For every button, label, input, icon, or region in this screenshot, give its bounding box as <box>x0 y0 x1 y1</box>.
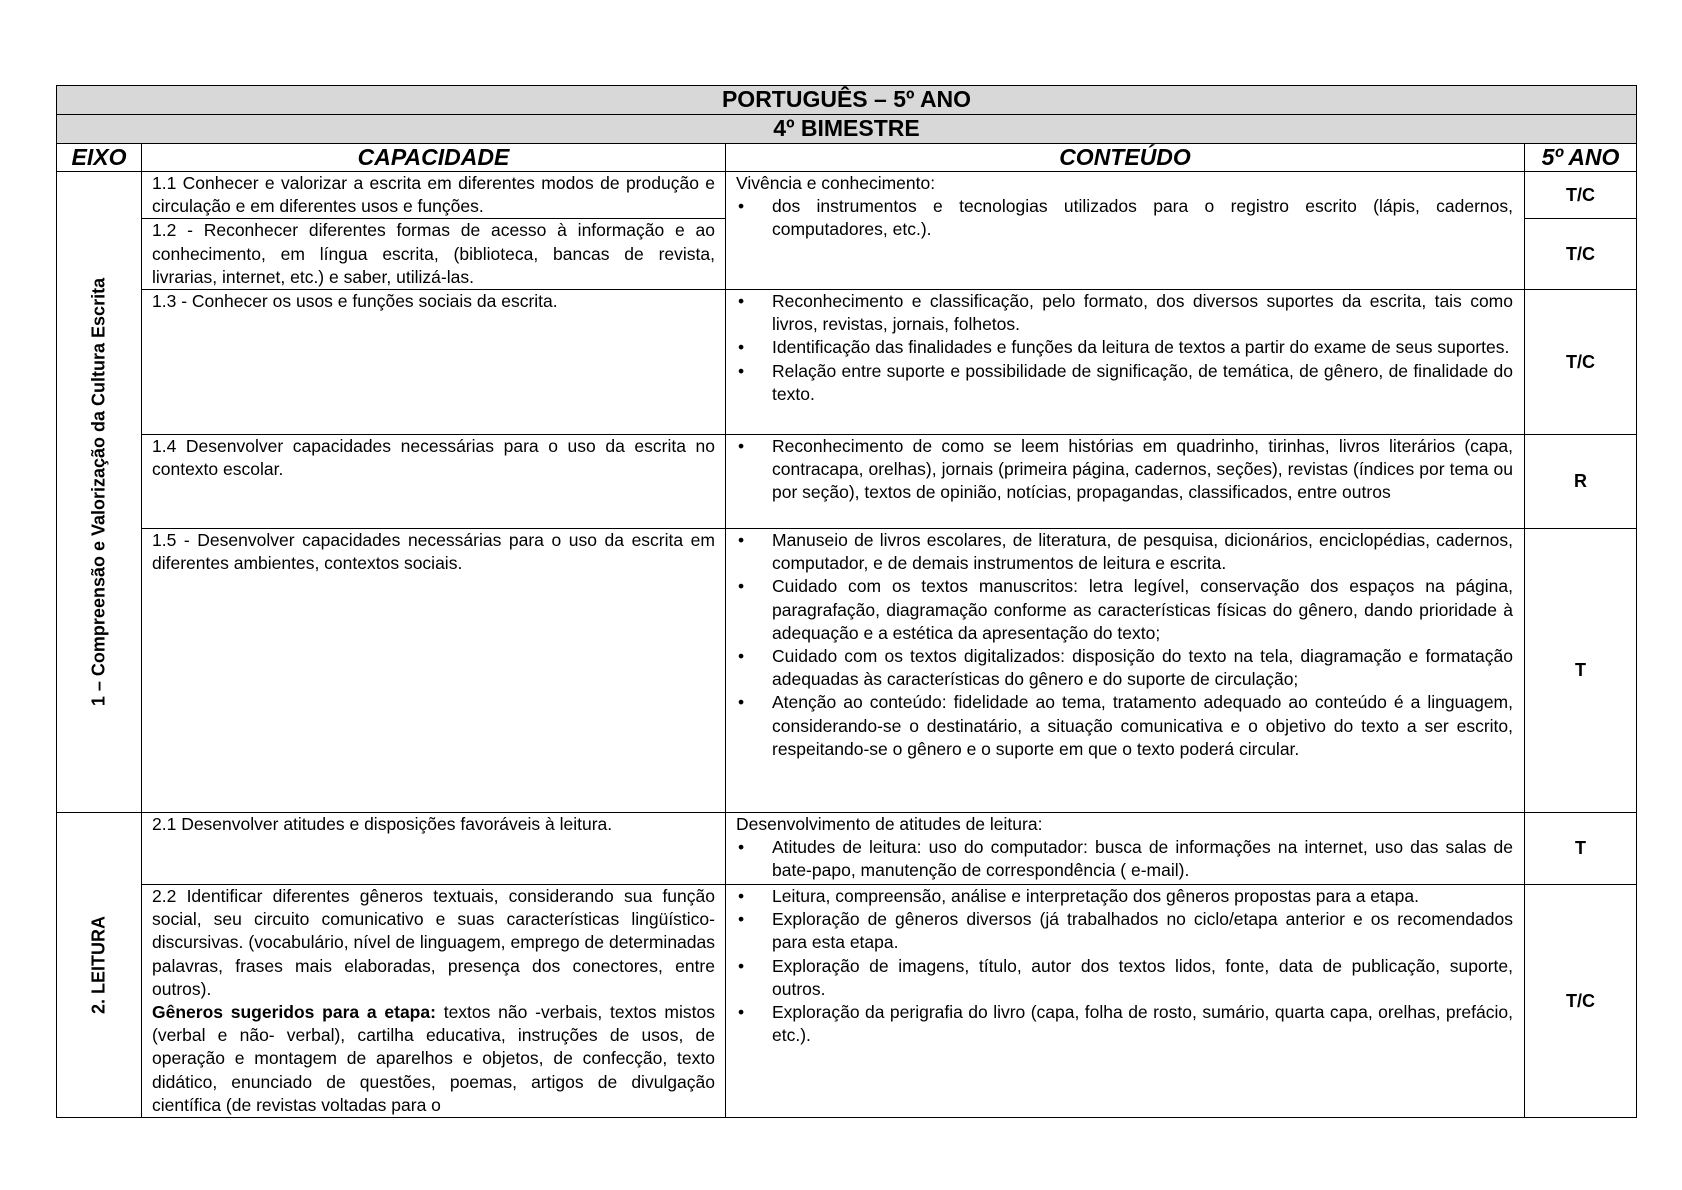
list-item: • Identificação das finalidades e funções da leitura de textos a partir do exame de seus suportes. <box>736 336 1513 359</box>
capacity-2-1: 2.1 Desenvolver atitudes e disposições favoráveis à leitura. <box>142 813 726 885</box>
content-1-4-list <box>736 435 1513 505</box>
content-1-1-intro: Vivência e conhecimento: <box>736 173 936 193</box>
capacity-1-2: 1.2 - Reconhecer diferentes formas de acesso à informação e ao conhecimento, em língua escrita, (biblioteca, bancas de revista, livrarias, internet, etc.) e saber, utilizá-las. <box>142 219 726 290</box>
grade-2-1: T <box>1525 813 1637 885</box>
content-1-1-list <box>736 195 1513 241</box>
list-item: • Reconhecimento e classificação, pelo formato, dos diversos suportes da escrita, tais como livros, revistas, jornais, folhetos. <box>736 290 1513 336</box>
list-item: • Exploração de imagens, título, autor dos textos lidos, fonte, data de publicação, suporte, outros. <box>736 955 1513 1001</box>
grade-1-5: T <box>1525 529 1637 813</box>
page-subtitle: 4º BIMESTRE <box>57 115 1637 144</box>
axis-1-label: 1 – Compreensão e Valorização da Cultura Escrita <box>88 277 109 707</box>
content-1-3 <box>726 290 1525 435</box>
capacity-1-1: 1.1 Conhecer e valorizar a escrita em diferentes modos de produção e circulação e em diferentes usos e funções. <box>142 172 726 219</box>
content-1-5-list <box>736 529 1513 761</box>
content-2-1 <box>726 813 1525 885</box>
list-item: • Cuidado com os textos digitalizados: disposição do texto na tela, diagramação e formatação adequadas às características do gênero e do suporte de circulação; <box>736 645 1513 691</box>
content-1-5 <box>726 529 1525 813</box>
capacity-1-3: 1.3 - Conhecer os usos e funções sociais da escrita. <box>142 290 726 435</box>
capacity-2-2 <box>142 885 726 1118</box>
header-eixo: EIXO <box>57 144 142 172</box>
capacity-2-2-text: 2.2 Identificar diferentes gêneros textuais, considerando sua função social, seu circuito comunicativo e suas características lingüístico-discursivas. (vocabulário, nível de linguagem, emprego de determinadas palavras, frases mais elaboradas, presença dos conectores, entre outros). <box>152 886 715 999</box>
capacity-1-4: 1.4 Desenvolver capacidades necessárias para o uso da escrita no contexto escolar. <box>142 435 726 529</box>
header-capacidade: CAPACIDADE <box>142 144 726 172</box>
list-item: • Reconhecimento de como se leem histórias em quadrinho, tirinhas, livros literários (capa, contracapa, orelhas), jornais (primeira página, cadernos, seções), revistas (índices por tema ou por seção), textos de opinião, notícias, propagandas, classificados, entre outros <box>736 435 1513 505</box>
header-conteudo: CONTEÚDO <box>726 144 1525 172</box>
axis-1-cell <box>57 172 142 813</box>
capacity-1-5: 1.5 - Desenvolver capacidades necessárias para o uso da escrita em diferentes ambientes, contextos sociais. <box>142 529 726 813</box>
list-item: • Exploração da perigrafia do livro (capa, folha de rosto, sumário, quarta capa, orelhas, prefácio, etc.). <box>736 1001 1513 1047</box>
grade-1-2: T/C <box>1525 219 1637 290</box>
content-2-2-list <box>736 885 1513 1047</box>
list-item: • Atenção ao conteúdo: fidelidade ao tema, tratamento adequado ao conteúdo é a linguagem, considerando-se o destinatário, a situação comunicativa e o objetivo do texto a ser escrito, respeitando-se o gênero e o suporte em que o texto poderá circular. <box>736 691 1513 761</box>
capacity-2-2-rest: textos não -verbais, textos mistos (verbal e não- verbal), cartilha educativa, instruções de usos, de operação e montagem de aparelhos e objetos, de confecção, texto didático, enunciado de questões, poemas, artigos de divulgação científica (de revistas voltadas para o <box>152 1002 715 1115</box>
grade-1-3: T/C <box>1525 290 1637 435</box>
content-2-2 <box>726 885 1525 1118</box>
list-item: • Manuseio de livros escolares, de literatura, de pesquisa, dicionários, enciclopédias, cadernos, computador, e de demais instrumentos de leitura e escrita. <box>736 529 1513 575</box>
list-item: • Relação entre suporte e possibilidade de significação, de temática, de gênero, de finalidade do texto. <box>736 360 1513 406</box>
content-1-3-list <box>736 290 1513 406</box>
grade-1-1: T/C <box>1525 172 1637 219</box>
content-2-1-intro: Desenvolvimento de atitudes de leitura: <box>736 814 1043 835</box>
axis-2-cell <box>57 813 142 1118</box>
grade-1-4: R <box>1525 435 1637 529</box>
content-1-1 <box>726 172 1525 290</box>
list-item: • Atitudes de leitura: uso do computador: busca de informações na internet, uso das salas de bate-papo, manutenção de correspondência ( e-mail). <box>736 836 1513 882</box>
curriculum-table <box>56 85 1637 1118</box>
grade-2-2: T/C <box>1525 885 1637 1118</box>
axis-2-label: 2. LEITURA <box>88 916 109 1015</box>
capacity-2-2-bold: Gêneros sugeridos para a etapa: <box>152 1002 436 1023</box>
capacity-2-2-clip <box>152 885 715 1117</box>
list-item: • Leitura, compreensão, análise e interpretação dos gêneros propostas para a etapa. <box>736 885 1513 908</box>
page-title: PORTUGUÊS – 5º ANO <box>57 86 1637 115</box>
header-ano: 5º ANO <box>1525 144 1637 172</box>
content-2-1-list <box>736 836 1513 882</box>
content-1-4 <box>726 435 1525 529</box>
list-item: • dos instrumentos e tecnologias utilizados para o registro escrito (lápis, cadernos, computadores, etc.). <box>736 195 1513 241</box>
list-item: • Cuidado com os textos manuscritos: letra legível, conservação dos espaços na página, paragrafação, diagramação conforme as características físicas do gênero, dando prioridade à adequação e a estética da apresentação do texto; <box>736 575 1513 645</box>
list-item: • Exploração de gêneros diversos (já trabalhados no ciclo/etapa anterior e os recomendados para esta etapa. <box>736 908 1513 954</box>
